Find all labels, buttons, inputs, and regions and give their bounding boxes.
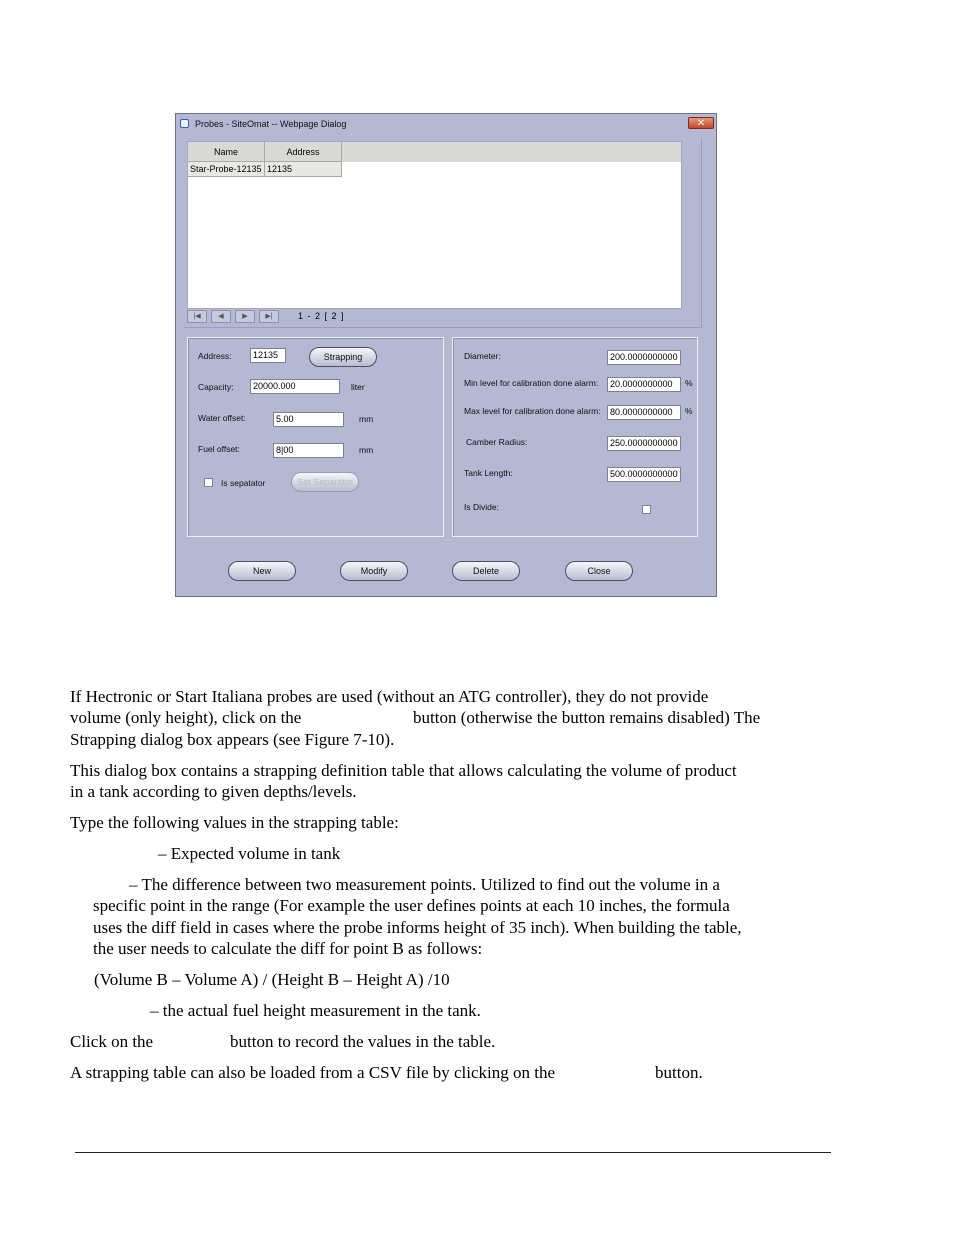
min-level-field[interactable]: 20.0000000000 [607, 377, 681, 392]
fuel-offset-field[interactable]: 8|00 [273, 443, 344, 458]
tank-length-field[interactable]: 500.0000000000 [607, 467, 681, 482]
paragraph-4b: button to record the values in the table. [230, 1032, 496, 1051]
diameter-label: Diameter: [464, 351, 501, 361]
next-page-icon[interactable]: ▶ [235, 310, 255, 323]
strapping-button[interactable]: Strapping [309, 347, 377, 367]
bullet-volume: – Expected volume in tank [158, 844, 341, 863]
last-page-icon[interactable]: ▶| [259, 310, 279, 323]
new-button[interactable]: New [228, 561, 296, 581]
capacity-field[interactable]: 20000.000 [250, 379, 340, 394]
paragraph-2-line-2: in a tank according to given depths/levels. [70, 782, 357, 801]
tank-length-label: Tank Length: [464, 468, 513, 478]
max-level-label: Max level for calibration done alarm: [464, 406, 601, 416]
paragraph-1-line-2b: button (otherwise the button remains disabled) The [413, 708, 761, 727]
is-separator-checkbox[interactable] [204, 478, 213, 487]
water-offset-unit: mm [359, 414, 374, 424]
address-field[interactable]: 12135 [250, 348, 286, 363]
camber-radius-label: Camber Radius: [466, 437, 528, 447]
diameter-field[interactable]: 200.0000000000 [607, 350, 681, 365]
paragraph-1-line-3: Strapping dialog box appears (see Figure 7-10). [70, 730, 395, 749]
probes-dialog [175, 113, 717, 597]
fuel-offset-unit: mm [359, 445, 374, 455]
set-separator-button[interactable]: Set Separator [291, 472, 359, 492]
delete-button[interactable]: Delete [452, 561, 520, 581]
paragraph-5b: button. [655, 1063, 703, 1082]
dialog-title: Probes - SiteOmat -- Webpage Dialog [195, 119, 347, 129]
water-offset-field[interactable]: 5.00 [273, 412, 344, 427]
close-button[interactable]: Close [565, 561, 633, 581]
prev-page-icon[interactable]: ◀ [211, 310, 231, 323]
close-icon[interactable]: ✕ [688, 117, 714, 129]
paragraph-5a: A strapping table can also be loaded from a CSV file by clicking on the [70, 1063, 556, 1082]
paragraph-4a: Click on the [70, 1032, 154, 1051]
is-divide-checkbox[interactable] [642, 505, 651, 514]
paragraph-1-line-1: If Hectronic or Start Italiana probes are used (without an ATG controller), they do not provide [70, 687, 709, 706]
is-divide-label: Is Divide: [464, 502, 499, 512]
paragraph-1-line-2a: volume (only height), click on the [70, 708, 302, 727]
table-cell-name[interactable]: Star-Probe-12135 [188, 162, 265, 177]
bullet-diff-line-1: – The difference between two measurement points. Utilized to find out the volume in a [129, 875, 720, 894]
bullet-diff-line-4: the user needs to calculate the diff for point B as follows: [93, 939, 483, 958]
capacity-label: Capacity: [198, 382, 234, 392]
fuel-offset-label: Fuel offset: [198, 444, 240, 454]
pager-info: 1 - 2 [ 2 ] [298, 311, 345, 321]
max-level-field[interactable]: 80.0000000000 [607, 405, 681, 420]
footer-rule [75, 1152, 831, 1153]
bullet-height: – the actual fuel height measurement in the tank. [150, 1001, 481, 1020]
first-page-icon[interactable]: |◀ [187, 310, 207, 323]
paragraph-3: Type the following values in the strapping table: [70, 813, 399, 832]
water-offset-label: Water offset: [198, 413, 246, 423]
diff-formula: (Volume B – Volume A) / (Height B – Height A) /10 [94, 970, 450, 989]
is-separator-label: Is sepatator [221, 478, 266, 488]
ie-page-icon [180, 119, 189, 128]
column-header-name[interactable]: Name [188, 142, 265, 162]
grid-pager [187, 309, 682, 325]
probes-grid [187, 141, 682, 309]
min-level-unit: % [685, 378, 693, 388]
modify-button[interactable]: Modify [340, 561, 408, 581]
max-level-unit: % [685, 406, 693, 416]
min-level-label: Min level for calibration done alarm: [464, 378, 599, 388]
bullet-diff-line-3: uses the diff field in cases where the probe informs height of 35 inch). When building the table, [93, 918, 742, 937]
paragraph-2-line-1: This dialog box contains a strapping definition table that allows calculating the volume of product [70, 761, 737, 780]
bullet-diff-line-2: specific point in the range (For example the user defines points at each 10 inches, the formula [93, 896, 730, 915]
table-cell-address[interactable]: 12135 [265, 162, 342, 177]
column-header-address[interactable]: Address [265, 142, 342, 162]
camber-radius-field[interactable]: 250.0000000000 [607, 436, 681, 451]
probe-settings-box [187, 337, 444, 537]
capacity-unit: liter [351, 382, 365, 392]
dialog-titlebar [176, 114, 716, 134]
address-label: Address: [198, 351, 232, 361]
